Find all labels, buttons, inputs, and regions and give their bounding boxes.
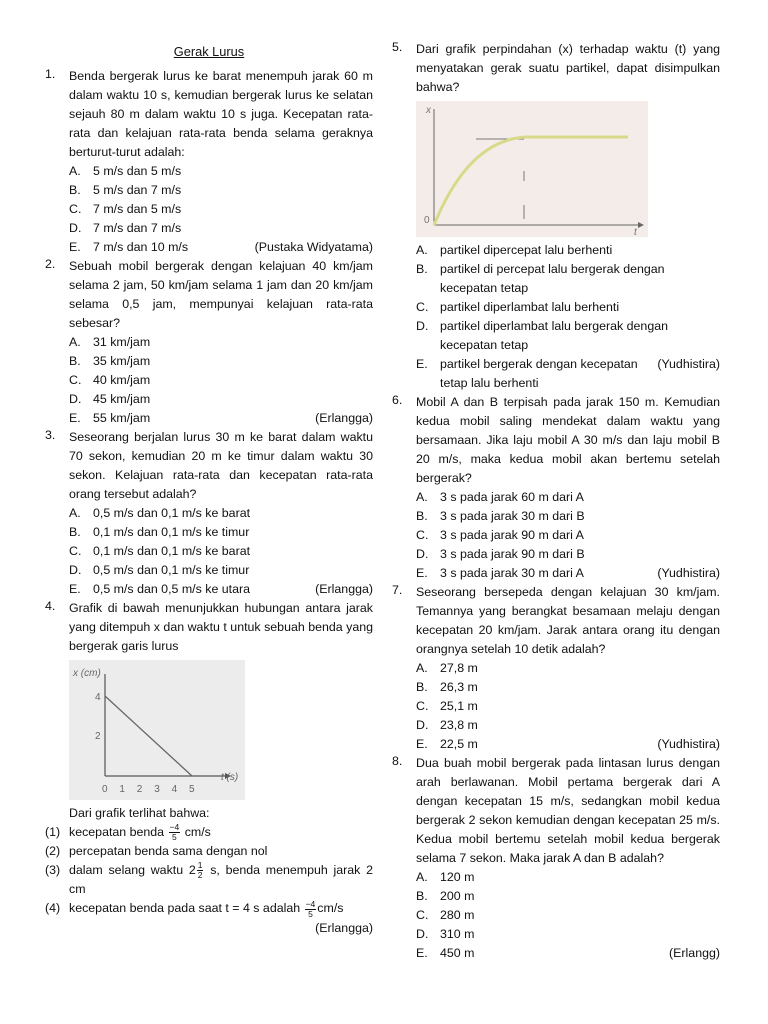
question-number: 1. <box>45 67 56 81</box>
option-letter: D. <box>69 563 82 577</box>
statement-text: dalam selang waktu 2 <box>69 863 196 878</box>
answer-option <box>45 181 373 200</box>
source-label: (Erlangga) <box>315 920 373 935</box>
option-text: 7 m/s dan 5 m/s <box>93 202 182 216</box>
answer-option <box>45 238 373 257</box>
option-text: 310 m <box>440 927 475 941</box>
question-text: Grafik di bawah menunjukkan hubungan antara jarak yang ditempuh x dan waktu t untuk sebuah benda yang bergerak garis lurus <box>69 601 373 653</box>
option-text: 7 m/s dan 7 m/s <box>93 221 182 235</box>
question-4 <box>45 599 373 938</box>
option-letter: D. <box>416 718 429 732</box>
origin-label: 0 <box>424 215 430 226</box>
source-label: (Yudhistira) <box>657 357 720 371</box>
fraction-numerator: 1 <box>197 860 203 871</box>
source-label: (Erlangga) <box>315 582 373 596</box>
statement-text: kecepatan benda <box>69 825 165 839</box>
fraction <box>169 823 181 842</box>
option-letter: B. <box>416 262 428 276</box>
option-text: partikel bergerak dengan kecepatan tetap lalu berhenti <box>440 357 638 390</box>
answer-option <box>45 219 373 238</box>
x-tick-label: 1 <box>119 784 125 795</box>
statement-number: (1) <box>45 825 61 839</box>
graph-lead: Dari grafik terlihat bahwa: <box>69 806 210 820</box>
y-tick-label: 2 <box>95 731 101 742</box>
fraction-denominator: 5 <box>308 908 313 919</box>
fraction <box>305 900 317 919</box>
option-text: partikel diperlambat lalu bergerak dengan kecepatan tetap <box>440 319 668 352</box>
x-axis-label: t <box>634 227 637 237</box>
statement-number: (3) <box>45 863 61 878</box>
source-label: (Yudhistira) <box>657 737 720 751</box>
graph-svg <box>69 660 245 800</box>
question-text: Seseorang berjalan lurus 30 m ke barat dalam waktu 70 sekon, kemudian 20 m ke timur dalam waktu 30 sekon. Kelajuan rata-rata dan kecepatan rata-rata orang tersebut adalah? <box>69 430 373 501</box>
answer-option <box>392 355 720 393</box>
option-text: 120 m <box>440 870 475 884</box>
question-text: Sebuah mobil bergerak dengan kelajuan 40 km/jam selama 2 jam, 50 km/jam selama 1 jam dan 20 km/jam selama 0,5 jam, mempunyai kelajuan rata-rata sebesar? <box>69 259 373 330</box>
graph-line <box>105 696 192 776</box>
question-7 <box>392 583 720 754</box>
graph-svg <box>416 101 648 237</box>
option-letter: E. <box>69 240 81 254</box>
answer-option <box>392 735 720 754</box>
answer-option <box>392 659 720 678</box>
answer-option <box>392 678 720 697</box>
option-text: 280 m <box>440 908 475 922</box>
answer-option <box>392 925 720 944</box>
y-axis-label: x (cm) <box>73 668 101 679</box>
option-text: 0,1 m/s dan 0,1 m/s ke timur <box>93 525 250 539</box>
x-tick-labels <box>102 784 195 795</box>
question-text: Dua buah mobil bergerak pada lintasan lurus dengan arah berlawanan. Mobil pertama bergerak dari A dengan kecepatan 15 m/s, sedangkan mobil kedua bergerak 2 sekon kemudian dengan kecepatan 25 m/s. Kedua mobil bertemu setelah mobil kedua bergerak selama 7 sekon. Maka jarak A dan B adalah? <box>416 756 720 865</box>
fraction <box>197 861 204 880</box>
option-letter: B. <box>69 354 81 368</box>
answer-option <box>392 507 720 526</box>
statement-text: s, benda menempuh jarak 2 cm <box>69 863 373 897</box>
x-tick-label: 5 <box>189 784 195 795</box>
option-letter: B. <box>69 183 81 197</box>
answer-option <box>45 561 373 580</box>
option-letter: E. <box>416 566 428 580</box>
question-number: 4. <box>45 599 56 613</box>
option-letter: C. <box>416 528 429 542</box>
answer-option <box>392 887 720 906</box>
answer-option <box>392 298 720 317</box>
statement-4 <box>45 899 373 918</box>
answer-option <box>45 371 373 390</box>
option-text: 45 km/jam <box>93 392 151 406</box>
option-letter: C. <box>416 300 429 314</box>
option-text: 3 s pada jarak 90 m dari A <box>440 528 584 542</box>
answer-option <box>392 317 720 355</box>
statement-unit: cm/s <box>184 825 211 839</box>
option-text: 5 m/s dan 5 m/s <box>93 164 182 178</box>
question-2 <box>45 257 373 428</box>
fraction-denominator: 2 <box>197 870 203 881</box>
page-title: Gerak Lurus <box>173 44 245 59</box>
option-text: 31 km/jam <box>93 335 151 349</box>
x-tick-label: 4 <box>171 784 178 795</box>
option-letter: D. <box>69 221 82 235</box>
option-text: 27,8 m <box>440 661 478 675</box>
option-text: 0,5 m/s dan 0,1 m/s ke timur <box>93 563 250 577</box>
option-text: 25,1 m <box>440 699 478 713</box>
option-text: 3 s pada jarak 30 m dari A <box>440 566 584 580</box>
source-label: (Erlangg) <box>669 946 720 960</box>
answer-option <box>392 868 720 887</box>
option-letter: C. <box>416 699 429 713</box>
option-letter: E. <box>416 737 428 751</box>
question-3 <box>45 428 373 599</box>
option-letter: E. <box>416 946 428 960</box>
option-letter: E. <box>416 357 428 371</box>
option-text: 35 km/jam <box>93 354 151 368</box>
option-text: partikel dipercepat lalu berhenti <box>440 243 613 257</box>
option-letter: D. <box>416 927 429 941</box>
x-axis-arrow <box>638 222 644 228</box>
statement-3 <box>45 861 373 899</box>
answer-option <box>45 542 373 561</box>
answer-option <box>45 352 373 371</box>
statement-number: (2) <box>45 844 61 859</box>
answer-option <box>45 523 373 542</box>
answer-option <box>45 580 373 599</box>
option-text: 23,8 m <box>440 718 478 732</box>
option-letter: B. <box>416 680 428 694</box>
statement-1 <box>45 823 373 842</box>
question-number: 7. <box>392 583 403 597</box>
option-text: 55 km/jam <box>93 411 151 425</box>
option-letter: A. <box>69 335 81 349</box>
question-number: 2. <box>45 257 56 271</box>
question-1 <box>45 67 373 257</box>
question-6 <box>392 393 720 583</box>
answer-option <box>45 200 373 219</box>
option-text: 0,5 m/s dan 0,5 m/s ke utara <box>93 582 251 596</box>
option-text: 200 m <box>440 889 475 903</box>
question-number: 8. <box>392 754 403 768</box>
question-number: 3. <box>45 428 56 442</box>
answer-option <box>392 906 720 925</box>
left-column <box>45 40 373 938</box>
question-text: Dari grafik perpindahan (x) terhadap waktu (t) yang menyatakan gerak suatu partikel, dapat disimpulkan bahwa? <box>416 42 720 94</box>
x-tick-label: 3 <box>154 784 160 795</box>
answer-option <box>392 697 720 716</box>
option-text: partikel diperlambat lalu berhenti <box>440 300 620 314</box>
answer-option <box>392 241 720 260</box>
displacement-time-graph <box>416 101 648 237</box>
option-letter: C. <box>69 544 82 558</box>
option-letter: A. <box>69 164 81 178</box>
fraction-denominator: 5 <box>172 832 177 843</box>
option-letter: C. <box>69 202 82 216</box>
option-letter: A. <box>69 506 81 520</box>
option-text: partikel di percepat lalu bergerak dengan kecepatan tetap <box>440 262 665 295</box>
answer-option <box>392 716 720 735</box>
option-text: 3 s pada jarak 60 m dari A <box>440 490 584 504</box>
answer-option <box>45 333 373 352</box>
option-letter: B. <box>69 525 81 539</box>
question-5 <box>392 40 720 393</box>
option-letter: A. <box>416 661 428 675</box>
option-letter: B. <box>416 509 428 523</box>
option-text: 40 km/jam <box>93 373 151 387</box>
answer-option <box>45 162 373 181</box>
option-text: 22,5 m <box>440 737 478 751</box>
question-text: Seseorang bersepeda dengan kelajuan 30 km/jam. Temannya yang berangkat besamaan melaju dengan kecepatan 20 km/jam. Jarak antara orang itu dengan orangnya setelah 10 detik adalah? <box>416 585 720 656</box>
option-letter: D. <box>416 547 429 561</box>
option-text: 0,5 m/s dan 0,1 m/s ke barat <box>93 506 251 520</box>
statement-2 <box>45 842 373 861</box>
x-axis-label: t (s) <box>221 772 239 783</box>
y-tick-label: 4 <box>95 692 101 703</box>
option-text: 7 m/s dan 10 m/s <box>93 240 189 254</box>
option-text: 3 s pada jarak 90 m dari B <box>440 547 585 561</box>
option-text: 0,1 m/s dan 0,1 m/s ke barat <box>93 544 251 558</box>
option-letter: C. <box>69 373 82 387</box>
question-text: Benda bergerak lurus ke barat menempuh jarak 60 m dalam waktu 10 s, kemudian bergerak lurus ke selatan sejauh 80 m dalam waktu 10 s juga. Kecepatan rata-rata dan kelajuan rata-rata benda selama geraknya berturut-turut adalah: <box>69 69 373 159</box>
answer-option <box>392 564 720 583</box>
right-column <box>392 40 720 963</box>
fraction-numerator: −4 <box>169 822 180 833</box>
question-number: 5. <box>392 40 403 54</box>
source-label: (Yudhistira) <box>657 566 720 580</box>
question-number: 6. <box>392 393 403 407</box>
option-text: 26,3 m <box>440 680 478 694</box>
option-text: 3 s pada jarak 30 m dari B <box>440 509 585 523</box>
answer-option <box>392 545 720 564</box>
option-letter: D. <box>69 392 82 406</box>
option-text: 450 m <box>440 946 475 960</box>
question-text: Mobil A dan B terpisah pada jarak 150 m. Kemudian kedua mobil saling mendekat dalam waktu yang bersamaan. Jika laju mobil A 30 m/s dan laju mobil B 20 m/s, maka kedua mobil akan bertemu setelah bergerak? <box>416 395 720 485</box>
statement-unit: cm/s <box>317 901 344 916</box>
y-axis-label: x <box>426 105 431 116</box>
option-letter: A. <box>416 243 428 257</box>
option-letter: D. <box>416 319 429 333</box>
answer-option <box>45 409 373 428</box>
answer-option <box>392 944 720 963</box>
question-8 <box>392 754 720 963</box>
statement-number: (4) <box>45 901 61 916</box>
option-letter: B. <box>416 889 428 903</box>
source-label: (Pustaka Widyatama) <box>254 240 373 254</box>
option-letter: C. <box>416 908 429 922</box>
source-label: (Erlangga) <box>315 411 373 425</box>
graph-curve <box>434 137 628 225</box>
statement-text: kecepatan benda pada saat t = 4 s adalah <box>69 901 301 916</box>
statement-text: percepatan benda sama dengan nol <box>69 844 268 859</box>
option-letter: A. <box>416 870 428 884</box>
answer-option <box>392 260 720 298</box>
x-tick-label: 0 <box>102 784 108 795</box>
x-tick-label: 2 <box>136 784 143 795</box>
answer-option <box>392 526 720 545</box>
fraction-numerator: −4 <box>305 898 316 909</box>
option-letter: A. <box>416 490 428 504</box>
answer-option <box>45 390 373 409</box>
option-letter: E. <box>69 582 81 596</box>
option-text: 5 m/s dan 7 m/s <box>93 183 182 197</box>
distance-time-graph <box>69 660 245 800</box>
answer-option <box>45 504 373 523</box>
answer-option <box>392 488 720 507</box>
option-letter: E. <box>69 411 81 425</box>
